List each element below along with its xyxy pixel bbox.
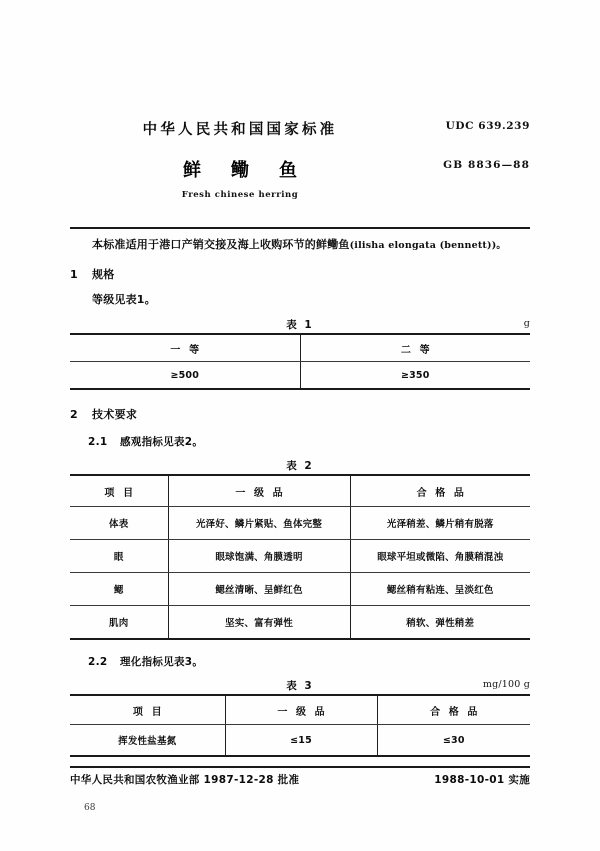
table-1-cell-grade-1-weight: ≥500 (170, 369, 200, 381)
page-number: 68 (84, 803, 96, 813)
table-row (70, 507, 530, 540)
table-1-caption-row (70, 317, 530, 333)
table-3-header-first-grade: 一 级 品 (225, 695, 377, 725)
table-row (70, 362, 530, 390)
table-row (70, 475, 530, 507)
approval-statement: 中华人民共和国农牧渔业部 1987-12-28 批准 (70, 774, 300, 786)
section-2-2-heading (70, 654, 530, 669)
page-title: 鲜鳓鱼 (183, 160, 327, 181)
table-1 (70, 333, 530, 390)
table-2-header-first-grade: 一 级 品 (168, 475, 350, 507)
table-2-qualified-eye: 眼球平坦或微陷、角膜稍混浊 (350, 540, 530, 573)
table-2-qualified-gill: 鳃丝稍有粘连、呈淡红色 (350, 573, 530, 606)
table-2-first-grade-muscle: 坚实、富有弹性 (168, 606, 350, 640)
table-2-qualified-muscle: 稍软、弹性稍差 (350, 606, 530, 640)
table-row (70, 334, 530, 362)
section-2-2-text: 理化指标见表3。 (120, 656, 204, 668)
table-row (70, 695, 530, 725)
table-2-item-gill: 鳃 (70, 573, 168, 606)
scope-text: 本标准适用于港口产销交接及海上收购环节的鲜鳓鱼 (92, 238, 350, 251)
section-2-2-number: 2.2 (88, 656, 108, 668)
table-3-header-qualified: 合 格 品 (377, 695, 530, 725)
section-1-title: 规格 (92, 268, 115, 281)
section-2-1-heading (70, 434, 530, 449)
table-3-caption-row (70, 678, 530, 694)
table-1-header-grade-2: 二 等 (300, 334, 530, 362)
table-2-caption: 表 2 (286, 460, 314, 472)
table-1-cell-grade-2-weight: ≥350 (300, 362, 530, 390)
table-row (70, 725, 530, 757)
table-row (70, 573, 530, 606)
table-2-item-eye: 眼 (70, 540, 168, 573)
table-2-header-qualified: 合 格 品 (350, 475, 530, 507)
table-2-item-body-surface: 体表 (70, 507, 168, 540)
table-2-first-grade-gill: 鳃丝清晰、呈鲜红色 (168, 573, 350, 606)
table-3-unit: mg/100 g (482, 679, 530, 690)
scope-paragraph (70, 236, 530, 254)
table-2-qualified-body-surface: 光泽稍差、鳞片稍有脱落 (350, 507, 530, 540)
table-3 (70, 694, 530, 757)
table-row (70, 540, 530, 573)
section-2-1-number: 2.1 (88, 436, 108, 448)
table-3-header-item: 项 目 (70, 695, 225, 725)
table-2-first-grade-eye: 眼球饱满、角膜透明 (168, 540, 350, 573)
section-2-heading (70, 406, 530, 422)
table-2-header-item: 项 目 (70, 475, 168, 507)
standard-number: GB 8836—88 (443, 159, 530, 171)
section-1-number: 1 (70, 268, 78, 281)
document-body (70, 236, 530, 757)
document-footer (70, 772, 530, 788)
header-divider-rule (70, 227, 530, 229)
table-row (70, 606, 530, 640)
scope-latin-name: (ilisha elongata (bennett))。 (349, 240, 507, 251)
section-1-lead: 等级见表1。 (92, 293, 156, 306)
page-subtitle-english: Fresh chinese herring (181, 190, 299, 200)
national-standard-heading: 中华人民共和国国家标准 (142, 122, 338, 138)
section-1-heading (70, 266, 530, 282)
footer-divider-rule (70, 766, 530, 768)
section-2-1-text: 感观指标见表2。 (120, 436, 204, 448)
table-3-first-grade-tvbn: ≤15 (225, 725, 377, 757)
section-2-number: 2 (70, 408, 78, 421)
masthead (70, 112, 530, 217)
udc-classification: UDC 639.239 (445, 120, 530, 132)
table-2-first-grade-body-surface: 光泽好、鳞片紧贴、鱼体完整 (168, 507, 350, 540)
implementation-date: 1988-10-01 实施 (434, 774, 530, 786)
table-1-unit: g (523, 318, 530, 329)
table-3-caption: 表 3 (286, 680, 314, 692)
table-2-caption-row (70, 458, 530, 474)
section-2-title: 技术要求 (92, 408, 138, 421)
table-2 (70, 474, 530, 640)
table-2-item-muscle: 肌肉 (109, 618, 129, 629)
table-3-qualified-tvbn: ≤30 (377, 725, 530, 757)
table-1-caption: 表 1 (286, 319, 314, 331)
table-1-header-grade-1: 一 等 (70, 334, 300, 362)
table-3-item-tvbn: 挥发性盐基氮 (118, 736, 177, 747)
